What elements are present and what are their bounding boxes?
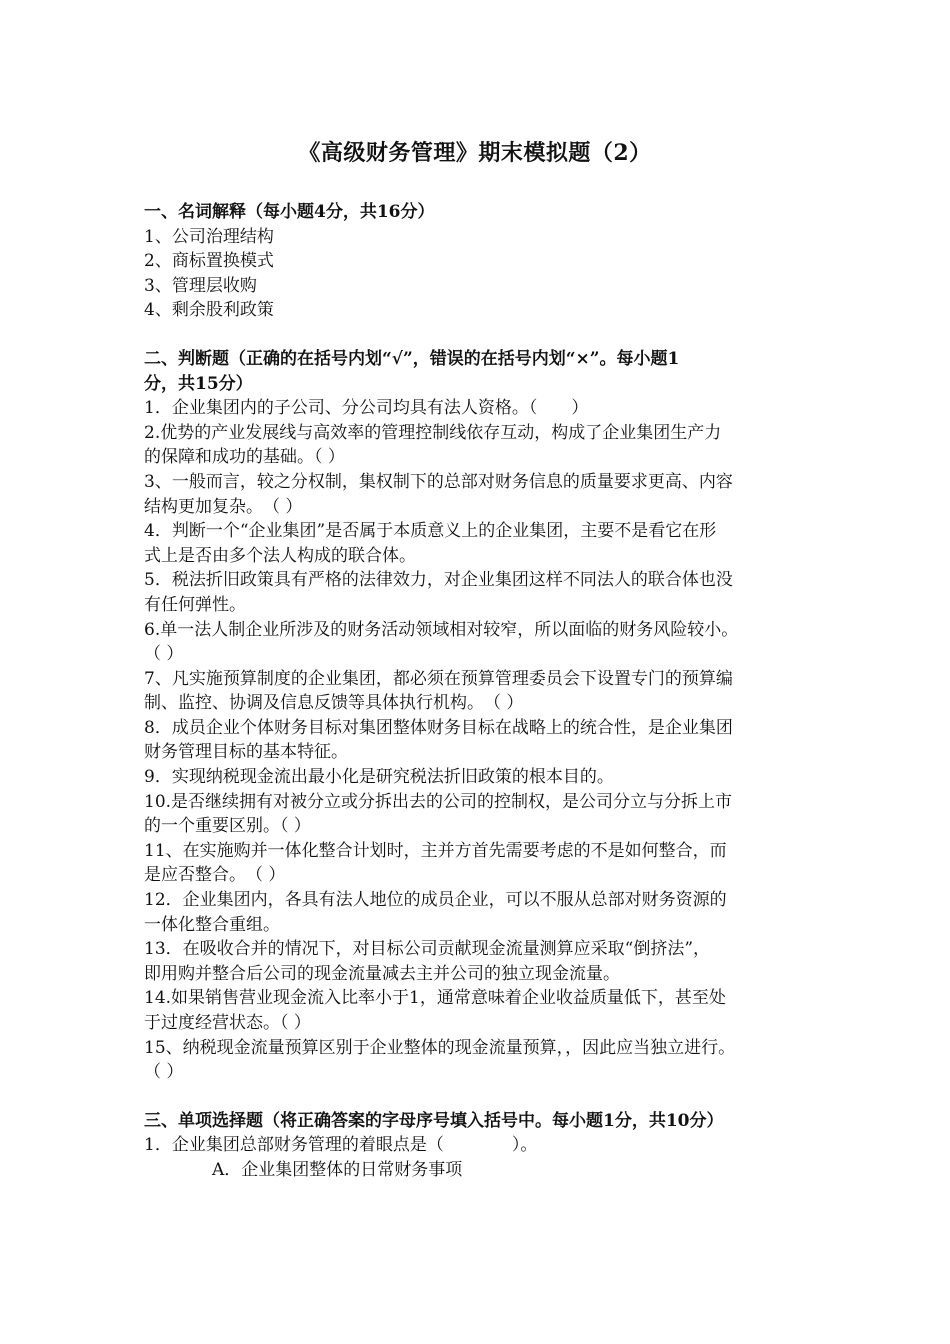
list-item: 1、公司治理结构 — [144, 226, 274, 247]
question-line: 1．企业集团总部财务管理的着眼点是（ ）。 — [144, 1135, 538, 1156]
question-line: 结构更加复杂。 （ ） — [144, 496, 303, 517]
question-line: 7、凡实施预算制度的企业集团，都必须在预算管理委员会下设置专门的预算编 — [144, 668, 733, 689]
question-line: 一体化整合重组。 — [144, 914, 280, 935]
question-line: 是应否整合。 （ ） — [144, 865, 286, 886]
section-heading: 一、名词解释（每小题4分，共16分） — [144, 202, 435, 222]
section-spacer — [144, 1085, 824, 1109]
question-line: 的保障和成功的基础。（ ） — [144, 447, 345, 468]
list-item: 2、商标置换模式 — [144, 251, 274, 272]
question-line: 11、在实施购并一体化整合计划时，主并方首先需要考虑的不是如何整合，而 — [144, 840, 727, 861]
question-line: 于过度经营状态。（ ） — [144, 1013, 311, 1033]
section-single-choice — [144, 1109, 824, 1183]
list-item: 4、剩余股利政策 — [144, 300, 274, 321]
question-line: 10.是否继续拥有对被分立或分拆出去的公司的控制权，是公司分立与分拆上市 — [144, 791, 733, 812]
question-line: 2.优势的产业发展线与高效率的管理控制线依存互动，构成了企业集团生产力 — [144, 422, 722, 443]
question-line: 有任何弹性。 — [144, 594, 246, 615]
list-item: 3、管理层收购 — [144, 275, 257, 296]
question-line: 8．成员企业个体财务目标对集团整体财务目标在战略上的统合性，是企业集团 — [144, 717, 733, 738]
section-terms — [144, 200, 824, 323]
section-heading: 三、单项选择题（将正确答案的字母序号填入括号中。每小题1分，共10分） — [144, 1110, 724, 1131]
answer-option: A．企业集团整体的日常财务事项 — [212, 1159, 463, 1180]
question-line: （ ） — [144, 1062, 184, 1083]
question-line: 1．企业集团内的子公司、分公司均具有法人资格。（ ） — [144, 398, 589, 419]
question-line: 6.单一法人制企业所涉及的财务活动领域相对较窄，所以面临的财务风险较小。 — [144, 619, 739, 640]
question-line: 制、监控、协调及信息反馈等具体执行机构。 （ ） — [144, 693, 524, 714]
question-line: 即用购并整合后公司的现金流量减去主并公司的独立现金流量。 — [144, 963, 620, 984]
question-line: 4．判断一个“企业集团”是否属于本质意义上的企业集团，主要不是看它在形 — [144, 521, 717, 542]
question-line: 12．企业集团内，各具有法人地位的成员企业，可以不服从总部对财务资源的 — [144, 890, 727, 911]
question-line: 15、纳税现金流量预算区别于企业整体的现金流量预算，，因此应当独立进行。 — [144, 1037, 736, 1058]
question-line: 13．在吸收合并的情况下，对目标公司贡献现金流量测算应采取“倒挤法”， — [144, 939, 711, 960]
section-heading: 二、判断题（正确的在括号内划“√”，错误的在括号内划“×”。每小题1 — [144, 348, 680, 369]
question-line: 5．税法折旧政策具有严格的法律效力，对企业集团这样不同法人的联合体也没 — [144, 570, 733, 591]
page-title: 《高级财务管理》期末模拟题（2） — [298, 140, 652, 166]
document-body — [144, 200, 824, 1183]
question-line: （ ） — [144, 644, 184, 665]
section-spacer — [144, 323, 824, 347]
question-line: 式上是否由多个法人构成的联合体。 — [144, 545, 416, 566]
question-line: 财务管理目标的基本特征。 — [144, 742, 348, 763]
question-line: 的一个重要区别。（ ） — [144, 816, 311, 837]
question-line: 14.如果销售营业现金流入比率小于1，通常意味着企业收益质量低下，甚至处 — [144, 988, 726, 1009]
section-heading-continued: 分，共15分） — [144, 373, 253, 394]
section-true-false — [144, 347, 824, 1085]
question-line: 3、一般而言，较之分权制，集权制下的总部对财务信息的质量要求更高、内容 — [144, 471, 733, 492]
question-line: 9．实现纳税现金流出最小化是研究税法折旧政策的根本目的。 — [144, 767, 614, 788]
